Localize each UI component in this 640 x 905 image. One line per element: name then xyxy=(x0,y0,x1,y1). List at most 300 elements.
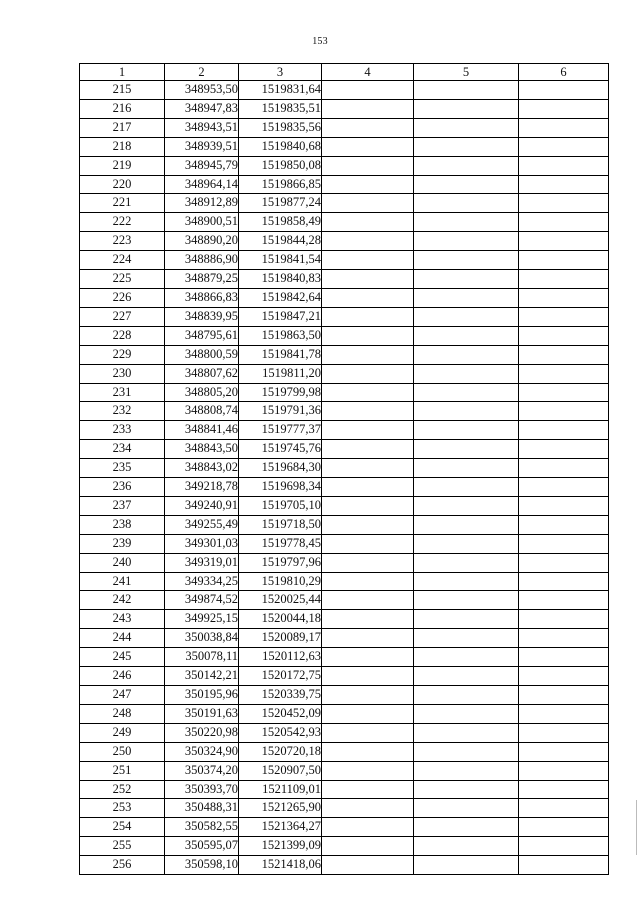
empty-cell xyxy=(322,478,414,497)
y-coordinate: 1520339,75 xyxy=(239,686,322,705)
empty-cell xyxy=(322,440,414,459)
table-row xyxy=(80,553,609,572)
y-coordinate: 1519877,24 xyxy=(239,194,322,213)
table-row xyxy=(80,496,609,515)
header-col-2: 2 xyxy=(165,64,239,81)
point-number: 219 xyxy=(80,156,165,175)
empty-cell xyxy=(322,81,414,100)
empty-cell xyxy=(414,402,519,421)
empty-cell xyxy=(414,213,519,232)
table-row xyxy=(80,421,609,440)
x-coordinate: 350078,11 xyxy=(165,648,239,667)
empty-cell xyxy=(519,742,609,761)
empty-cell xyxy=(322,137,414,156)
empty-cell xyxy=(414,156,519,175)
point-number: 220 xyxy=(80,175,165,194)
empty-cell xyxy=(519,364,609,383)
table-row xyxy=(80,156,609,175)
x-coordinate: 348945,79 xyxy=(165,156,239,175)
x-coordinate: 349334,25 xyxy=(165,572,239,591)
empty-cell xyxy=(322,667,414,686)
x-coordinate: 349874,52 xyxy=(165,591,239,610)
empty-cell xyxy=(414,459,519,478)
empty-cell xyxy=(519,667,609,686)
empty-cell xyxy=(414,307,519,326)
y-coordinate: 1519835,51 xyxy=(239,99,322,118)
table-row xyxy=(80,761,609,780)
table-row xyxy=(80,515,609,534)
table-row xyxy=(80,610,609,629)
empty-cell xyxy=(519,440,609,459)
empty-cell xyxy=(322,686,414,705)
empty-cell xyxy=(414,818,519,837)
empty-cell xyxy=(519,118,609,137)
table-row xyxy=(80,459,609,478)
empty-cell xyxy=(322,553,414,572)
empty-cell xyxy=(414,761,519,780)
y-coordinate: 1519745,76 xyxy=(239,440,322,459)
empty-cell xyxy=(519,232,609,251)
x-coordinate: 349301,03 xyxy=(165,534,239,553)
table-row xyxy=(80,837,609,856)
table-row xyxy=(80,648,609,667)
x-coordinate: 348843,02 xyxy=(165,459,239,478)
y-coordinate: 1521109,01 xyxy=(239,780,322,799)
empty-cell xyxy=(519,496,609,515)
empty-cell xyxy=(322,723,414,742)
empty-cell xyxy=(414,837,519,856)
point-number: 250 xyxy=(80,742,165,761)
x-coordinate: 350582,55 xyxy=(165,818,239,837)
empty-cell xyxy=(519,326,609,345)
x-coordinate: 348879,25 xyxy=(165,270,239,289)
point-number: 226 xyxy=(80,288,165,307)
point-number: 247 xyxy=(80,686,165,705)
y-coordinate: 1519844,28 xyxy=(239,232,322,251)
empty-cell xyxy=(414,742,519,761)
point-number: 244 xyxy=(80,629,165,648)
empty-cell xyxy=(322,118,414,137)
empty-cell xyxy=(414,856,519,875)
empty-cell xyxy=(414,704,519,723)
y-coordinate: 1519866,85 xyxy=(239,175,322,194)
y-coordinate: 1519705,10 xyxy=(239,496,322,515)
empty-cell xyxy=(322,742,414,761)
empty-cell xyxy=(322,459,414,478)
point-number: 240 xyxy=(80,553,165,572)
point-number: 230 xyxy=(80,364,165,383)
x-coordinate: 348947,83 xyxy=(165,99,239,118)
empty-cell xyxy=(519,383,609,402)
empty-cell xyxy=(519,175,609,194)
empty-cell xyxy=(519,686,609,705)
empty-cell xyxy=(414,799,519,818)
empty-cell xyxy=(414,288,519,307)
y-coordinate: 1519831,64 xyxy=(239,81,322,100)
empty-cell xyxy=(414,118,519,137)
empty-cell xyxy=(519,459,609,478)
y-coordinate: 1519791,36 xyxy=(239,402,322,421)
empty-cell xyxy=(322,780,414,799)
empty-cell xyxy=(519,270,609,289)
point-number: 232 xyxy=(80,402,165,421)
empty-cell xyxy=(414,515,519,534)
page-number: 153 xyxy=(312,36,328,47)
empty-cell xyxy=(322,383,414,402)
y-coordinate: 1519778,45 xyxy=(239,534,322,553)
y-coordinate: 1520172,75 xyxy=(239,667,322,686)
empty-cell xyxy=(322,288,414,307)
x-coordinate: 350195,96 xyxy=(165,686,239,705)
y-coordinate: 1519842,64 xyxy=(239,288,322,307)
point-number: 242 xyxy=(80,591,165,610)
x-coordinate: 348841,46 xyxy=(165,421,239,440)
x-coordinate: 350374,20 xyxy=(165,761,239,780)
empty-cell xyxy=(519,478,609,497)
empty-cell xyxy=(414,723,519,742)
empty-cell xyxy=(322,364,414,383)
table-row xyxy=(80,288,609,307)
empty-cell xyxy=(322,156,414,175)
point-number: 221 xyxy=(80,194,165,213)
empty-cell xyxy=(322,534,414,553)
empty-cell xyxy=(414,686,519,705)
coordinates-table xyxy=(79,63,609,875)
empty-cell xyxy=(322,629,414,648)
x-coordinate: 349319,01 xyxy=(165,553,239,572)
point-number: 254 xyxy=(80,818,165,837)
point-number: 253 xyxy=(80,799,165,818)
empty-cell xyxy=(519,421,609,440)
x-coordinate: 350191,63 xyxy=(165,704,239,723)
table-row xyxy=(80,572,609,591)
empty-cell xyxy=(414,383,519,402)
empty-cell xyxy=(519,137,609,156)
empty-cell xyxy=(322,232,414,251)
point-number: 217 xyxy=(80,118,165,137)
empty-cell xyxy=(322,251,414,270)
point-number: 231 xyxy=(80,383,165,402)
empty-cell xyxy=(519,288,609,307)
point-number: 238 xyxy=(80,515,165,534)
empty-cell xyxy=(322,837,414,856)
empty-cell xyxy=(414,232,519,251)
x-coordinate: 350598,10 xyxy=(165,856,239,875)
header-col-1: 1 xyxy=(80,64,165,81)
point-number: 248 xyxy=(80,704,165,723)
y-coordinate: 1520720,18 xyxy=(239,742,322,761)
table-row xyxy=(80,723,609,742)
point-number: 236 xyxy=(80,478,165,497)
empty-cell xyxy=(414,421,519,440)
table-body xyxy=(80,81,609,875)
y-coordinate: 1520907,50 xyxy=(239,761,322,780)
x-coordinate: 348943,51 xyxy=(165,118,239,137)
table-row xyxy=(80,81,609,100)
x-coordinate: 348953,50 xyxy=(165,81,239,100)
empty-cell xyxy=(519,723,609,742)
table-row xyxy=(80,818,609,837)
point-number: 234 xyxy=(80,440,165,459)
table-row xyxy=(80,213,609,232)
point-number: 235 xyxy=(80,459,165,478)
empty-cell xyxy=(519,856,609,875)
point-number: 222 xyxy=(80,213,165,232)
x-coordinate: 350488,31 xyxy=(165,799,239,818)
empty-cell xyxy=(414,175,519,194)
empty-cell xyxy=(519,629,609,648)
point-number: 227 xyxy=(80,307,165,326)
table-row xyxy=(80,307,609,326)
x-coordinate: 348886,90 xyxy=(165,251,239,270)
y-coordinate: 1520044,18 xyxy=(239,610,322,629)
empty-cell xyxy=(414,345,519,364)
x-coordinate: 350220,98 xyxy=(165,723,239,742)
empty-cell xyxy=(519,591,609,610)
x-coordinate: 348890,20 xyxy=(165,232,239,251)
table-row xyxy=(80,780,609,799)
point-number: 245 xyxy=(80,648,165,667)
table-row xyxy=(80,856,609,875)
table-row xyxy=(80,667,609,686)
empty-cell xyxy=(414,591,519,610)
header-col-5: 5 xyxy=(414,64,519,81)
header-col-3: 3 xyxy=(239,64,322,81)
empty-cell xyxy=(322,704,414,723)
table-row xyxy=(80,118,609,137)
x-coordinate: 348805,20 xyxy=(165,383,239,402)
header-col-6: 6 xyxy=(519,64,609,81)
empty-cell xyxy=(322,270,414,289)
empty-cell xyxy=(414,610,519,629)
empty-cell xyxy=(322,194,414,213)
table-row xyxy=(80,799,609,818)
empty-cell xyxy=(322,515,414,534)
empty-cell xyxy=(519,553,609,572)
empty-cell xyxy=(322,856,414,875)
scan-edge-mark xyxy=(636,800,637,855)
empty-cell xyxy=(414,780,519,799)
empty-cell xyxy=(414,572,519,591)
point-number: 255 xyxy=(80,837,165,856)
y-coordinate: 1520542,93 xyxy=(239,723,322,742)
y-coordinate: 1520089,17 xyxy=(239,629,322,648)
empty-cell xyxy=(322,648,414,667)
empty-cell xyxy=(414,251,519,270)
empty-cell xyxy=(519,572,609,591)
y-coordinate: 1521265,90 xyxy=(239,799,322,818)
y-coordinate: 1519810,29 xyxy=(239,572,322,591)
empty-cell xyxy=(322,326,414,345)
empty-cell xyxy=(519,81,609,100)
table-header-row xyxy=(80,64,609,81)
x-coordinate: 349218,78 xyxy=(165,478,239,497)
empty-cell xyxy=(414,99,519,118)
table-row xyxy=(80,137,609,156)
empty-cell xyxy=(322,572,414,591)
y-coordinate: 1520112,63 xyxy=(239,648,322,667)
point-number: 249 xyxy=(80,723,165,742)
empty-cell xyxy=(519,515,609,534)
x-coordinate: 348800,59 xyxy=(165,345,239,364)
y-coordinate: 1519777,37 xyxy=(239,421,322,440)
x-coordinate: 350142,21 xyxy=(165,667,239,686)
y-coordinate: 1519811,20 xyxy=(239,364,322,383)
header-col-4: 4 xyxy=(322,64,414,81)
empty-cell xyxy=(519,534,609,553)
empty-cell xyxy=(519,780,609,799)
empty-cell xyxy=(322,591,414,610)
y-coordinate: 1521399,09 xyxy=(239,837,322,856)
table-row xyxy=(80,534,609,553)
point-number: 251 xyxy=(80,761,165,780)
empty-cell xyxy=(414,629,519,648)
empty-cell xyxy=(519,799,609,818)
table-row xyxy=(80,629,609,648)
x-coordinate: 348795,61 xyxy=(165,326,239,345)
y-coordinate: 1519847,21 xyxy=(239,307,322,326)
table-row xyxy=(80,99,609,118)
x-coordinate: 349925,15 xyxy=(165,610,239,629)
y-coordinate: 1519797,96 xyxy=(239,553,322,572)
y-coordinate: 1519799,98 xyxy=(239,383,322,402)
empty-cell xyxy=(519,761,609,780)
x-coordinate: 348807,62 xyxy=(165,364,239,383)
point-number: 228 xyxy=(80,326,165,345)
empty-cell xyxy=(414,667,519,686)
point-number: 233 xyxy=(80,421,165,440)
x-coordinate: 348866,83 xyxy=(165,288,239,307)
y-coordinate: 1520025,44 xyxy=(239,591,322,610)
y-coordinate: 1520452,09 xyxy=(239,704,322,723)
x-coordinate: 350038,84 xyxy=(165,629,239,648)
table-row xyxy=(80,478,609,497)
y-coordinate: 1519841,78 xyxy=(239,345,322,364)
empty-cell xyxy=(519,307,609,326)
y-coordinate: 1519858,49 xyxy=(239,213,322,232)
empty-cell xyxy=(414,440,519,459)
empty-cell xyxy=(519,213,609,232)
y-coordinate: 1519698,34 xyxy=(239,478,322,497)
empty-cell xyxy=(322,610,414,629)
empty-cell xyxy=(414,270,519,289)
empty-cell xyxy=(414,81,519,100)
empty-cell xyxy=(414,137,519,156)
empty-cell xyxy=(322,799,414,818)
point-number: 246 xyxy=(80,667,165,686)
empty-cell xyxy=(519,837,609,856)
table-row xyxy=(80,270,609,289)
empty-cell xyxy=(519,704,609,723)
table-row xyxy=(80,383,609,402)
empty-cell xyxy=(322,761,414,780)
empty-cell xyxy=(414,534,519,553)
y-coordinate: 1521418,06 xyxy=(239,856,322,875)
empty-cell xyxy=(519,194,609,213)
table-row xyxy=(80,175,609,194)
table-row xyxy=(80,326,609,345)
empty-cell xyxy=(322,402,414,421)
table-row xyxy=(80,364,609,383)
empty-cell xyxy=(414,194,519,213)
empty-cell xyxy=(322,421,414,440)
table-row xyxy=(80,686,609,705)
empty-cell xyxy=(322,345,414,364)
empty-cell xyxy=(322,307,414,326)
empty-cell xyxy=(414,553,519,572)
table-row xyxy=(80,345,609,364)
point-number: 237 xyxy=(80,496,165,515)
point-number: 252 xyxy=(80,780,165,799)
point-number: 223 xyxy=(80,232,165,251)
point-number: 229 xyxy=(80,345,165,364)
x-coordinate: 350393,70 xyxy=(165,780,239,799)
empty-cell xyxy=(322,818,414,837)
x-coordinate: 348808,74 xyxy=(165,402,239,421)
y-coordinate: 1519841,54 xyxy=(239,251,322,270)
y-coordinate: 1519850,08 xyxy=(239,156,322,175)
x-coordinate: 349240,91 xyxy=(165,496,239,515)
empty-cell xyxy=(519,156,609,175)
x-coordinate: 348939,51 xyxy=(165,137,239,156)
empty-cell xyxy=(322,175,414,194)
point-number: 241 xyxy=(80,572,165,591)
empty-cell xyxy=(322,213,414,232)
y-coordinate: 1519840,68 xyxy=(239,137,322,156)
table-row xyxy=(80,194,609,213)
table-row xyxy=(80,402,609,421)
empty-cell xyxy=(519,648,609,667)
y-coordinate: 1521364,27 xyxy=(239,818,322,837)
x-coordinate: 350324,90 xyxy=(165,742,239,761)
x-coordinate: 348912,89 xyxy=(165,194,239,213)
empty-cell xyxy=(519,818,609,837)
empty-cell xyxy=(519,610,609,629)
empty-cell xyxy=(414,326,519,345)
table-row xyxy=(80,232,609,251)
y-coordinate: 1519863,50 xyxy=(239,326,322,345)
x-coordinate: 348900,51 xyxy=(165,213,239,232)
empty-cell xyxy=(414,364,519,383)
empty-cell xyxy=(414,496,519,515)
y-coordinate: 1519840,83 xyxy=(239,270,322,289)
table-row xyxy=(80,251,609,270)
empty-cell xyxy=(519,345,609,364)
empty-cell xyxy=(322,99,414,118)
empty-cell xyxy=(519,251,609,270)
x-coordinate: 348839,95 xyxy=(165,307,239,326)
table-row xyxy=(80,742,609,761)
empty-cell xyxy=(322,496,414,515)
x-coordinate: 350595,07 xyxy=(165,837,239,856)
empty-cell xyxy=(414,478,519,497)
point-number: 216 xyxy=(80,99,165,118)
empty-cell xyxy=(414,648,519,667)
point-number: 218 xyxy=(80,137,165,156)
x-coordinate: 348843,50 xyxy=(165,440,239,459)
point-number: 224 xyxy=(80,251,165,270)
point-number: 243 xyxy=(80,610,165,629)
table-row xyxy=(80,440,609,459)
y-coordinate: 1519684,30 xyxy=(239,459,322,478)
point-number: 256 xyxy=(80,856,165,875)
x-coordinate: 349255,49 xyxy=(165,515,239,534)
empty-cell xyxy=(519,99,609,118)
x-coordinate: 348964,14 xyxy=(165,175,239,194)
point-number: 215 xyxy=(80,81,165,100)
y-coordinate: 1519835,56 xyxy=(239,118,322,137)
y-coordinate: 1519718,50 xyxy=(239,515,322,534)
